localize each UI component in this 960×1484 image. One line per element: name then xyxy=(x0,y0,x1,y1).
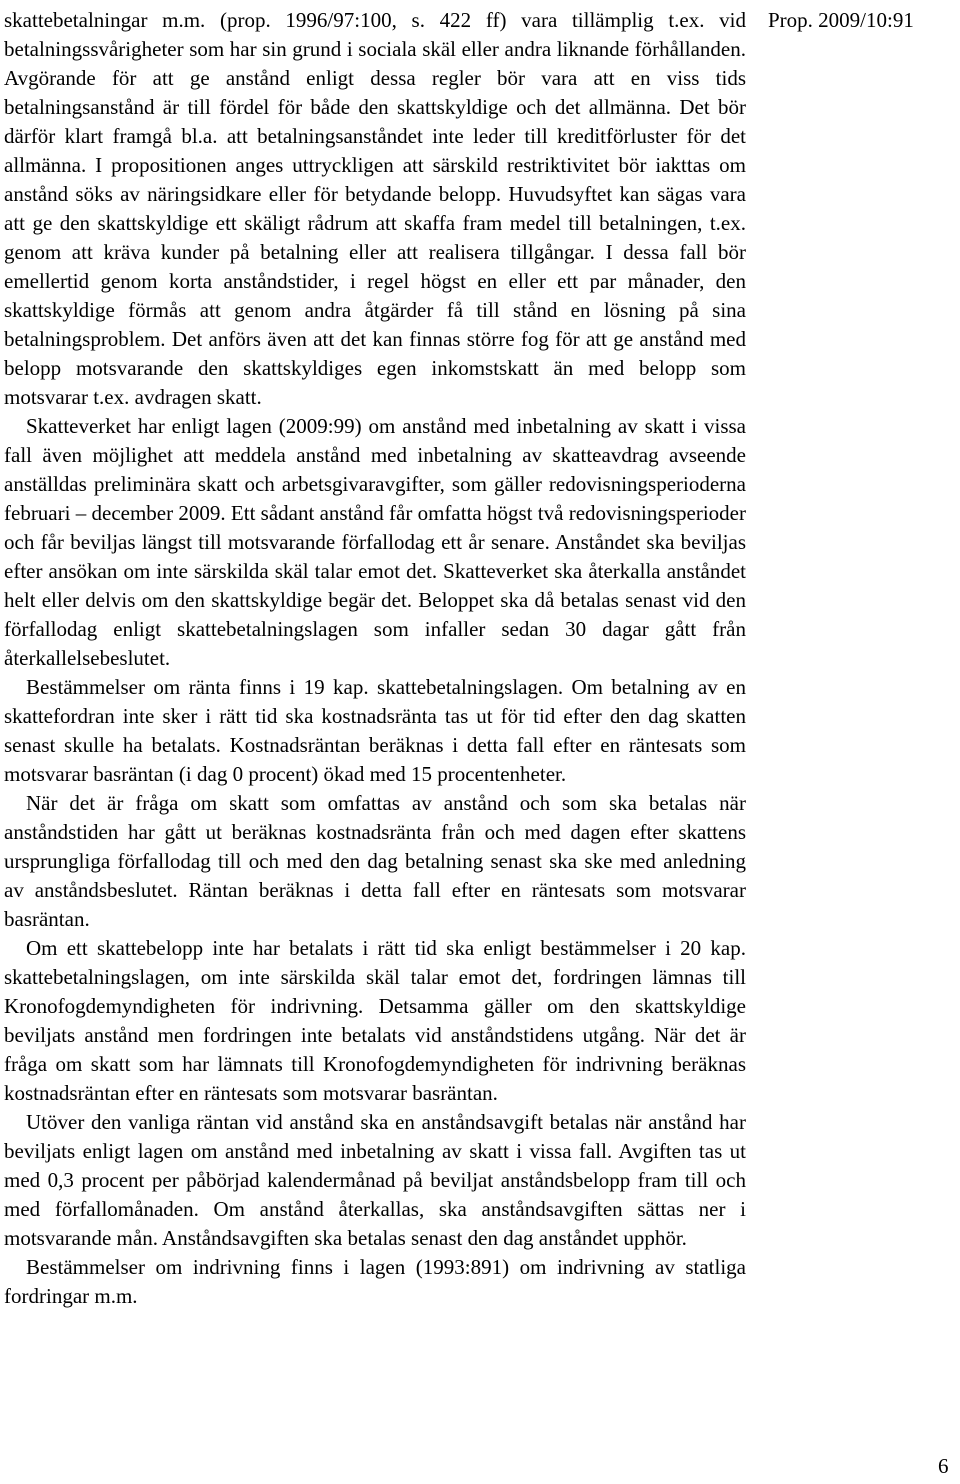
paragraph: Bestämmelser om ränta finns i 19 kap. skattebetalningslagen. Om betalning av en skattefordran inte sker i rätt tid ska kostnadsränta tas ut för tid efter den dag skatten senast skulle ha betalats. Kostnadsräntan beräknas i detta fall efter en räntesats som motsvarar basräntan (i dag 0 procent) ökad med 15 procentenheter. xyxy=(4,675,746,786)
paragraph: Om ett skattebelopp inte har betalats i rätt tid ska enligt bestämmelser i 20 kap. skattebetalningslagen, om inte särskilda skäl talar emot det, fordringen lämnas till Kronofogdemyndigheten för indrivning. Detsamma gäller om den skattskyldige beviljats anstånd men fordringen inte betalats vid anståndstidens utgång. När det är fråga om skatt som har lämnats till Kronofogdemyndigheten för indrivning beräknas kostnadsräntan efter en räntesats som motsvarar basräntan. xyxy=(4,936,746,1105)
paragraph: skattebetalningar m.m. (prop. 1996/97:100, s. 422 ff) vara tillämplig t.ex. vid betalningssvårigheter som har sin grund i sociala skäl eller andra liknande förhållanden. Avgörande för att ge anstånd enligt dessa regler bör vara att en viss tids betalningsanstånd är till fördel för både den skattskyldige och det allmänna. Det bör därför klart framgå bl.a. att betalningsanståndet inte leder till kreditförluster för det allmänna. I propositionen anges uttryckligen att särskild restriktivitet bör iakttas om anstånd söks av näringsidkare eller för betydande belopp. Huvudsyftet kan sägas vara att ge den skattskyldige ett skäligt rådrum att skaffa fram medel till betalningen, t.ex. genom att kräva kunder på betalning eller att realisera tillgångar. I dessa fall bör emellertid genom korta anståndstider, i regel högst en eller ett par månader, den skattskyldige förmås att genom andra åtgärder få till stånd en lösning på sina betalningsproblem. Det anförs även att det kan finnas större fog för att ge anstånd med belopp motsvarande den skattskyldiges egen inkomstskatt än med belopp som motsvarar t.ex. avdragen skatt. xyxy=(4,8,746,409)
document-body xyxy=(4,6,746,1311)
paragraph: Bestämmelser om indrivning finns i lagen (1993:891) om indrivning av statliga fordringar m.m. xyxy=(4,1255,746,1308)
paragraph: När det är fråga om skatt som omfattas av anstånd och som ska betalas när anståndstiden har gått ut beräknas kostnadsränta från och med dagen efter skattens ursprungliga förfallodag till och med den dag betalning senast ska ske med anledning av anståndsbeslutet. Räntan beräknas i detta fall efter en räntesats som motsvarar basräntan. xyxy=(4,791,746,931)
paragraph: Skatteverket har enligt lagen (2009:99) om anstånd med inbetalning av skatt i vissa fall även möjlighet att meddela anstånd med inbetalning av skatteavdrag avseende anställdas preliminära skatt och arbetsgivaravgifter, som gäller redovisningsperioderna februari – december 2009. Ett sådant anstånd får omfatta högst två redovisningsperioder och får beviljas längst till motsvarande förfallodag ett år senare. Anståndet ska beviljas efter ansökan om inte särskilda skäl talar emot det. Skatteverket ska återkalla anståndet helt eller delvis om den skattskyldige begär det. Beloppet ska då betalas senast vid den förfallodag enligt skattebetalningslagen som infaller sedan 30 dagar gått från återkallelsebeslutet. xyxy=(4,414,746,670)
page-number: 6 xyxy=(938,1454,949,1478)
paragraph: Utöver den vanliga räntan vid anstånd ska en anståndsavgift betalas när anstånd har beviljats enligt lagen om anstånd med inbetalning av skatt i vissa fall. Avgiften tas ut med 0,3 procent per påbörjad kalendermånad på beviljat anståndsbelopp fram till och med förfallomånaden. Om anstånd återkallas, ska anståndsavgiften sättas ner i motsvarande mån. Anståndsavgiften ska betalas senast den dag anståndet upphör. xyxy=(4,1110,746,1250)
page-reference: Prop. 2009/10:91 xyxy=(768,8,914,32)
